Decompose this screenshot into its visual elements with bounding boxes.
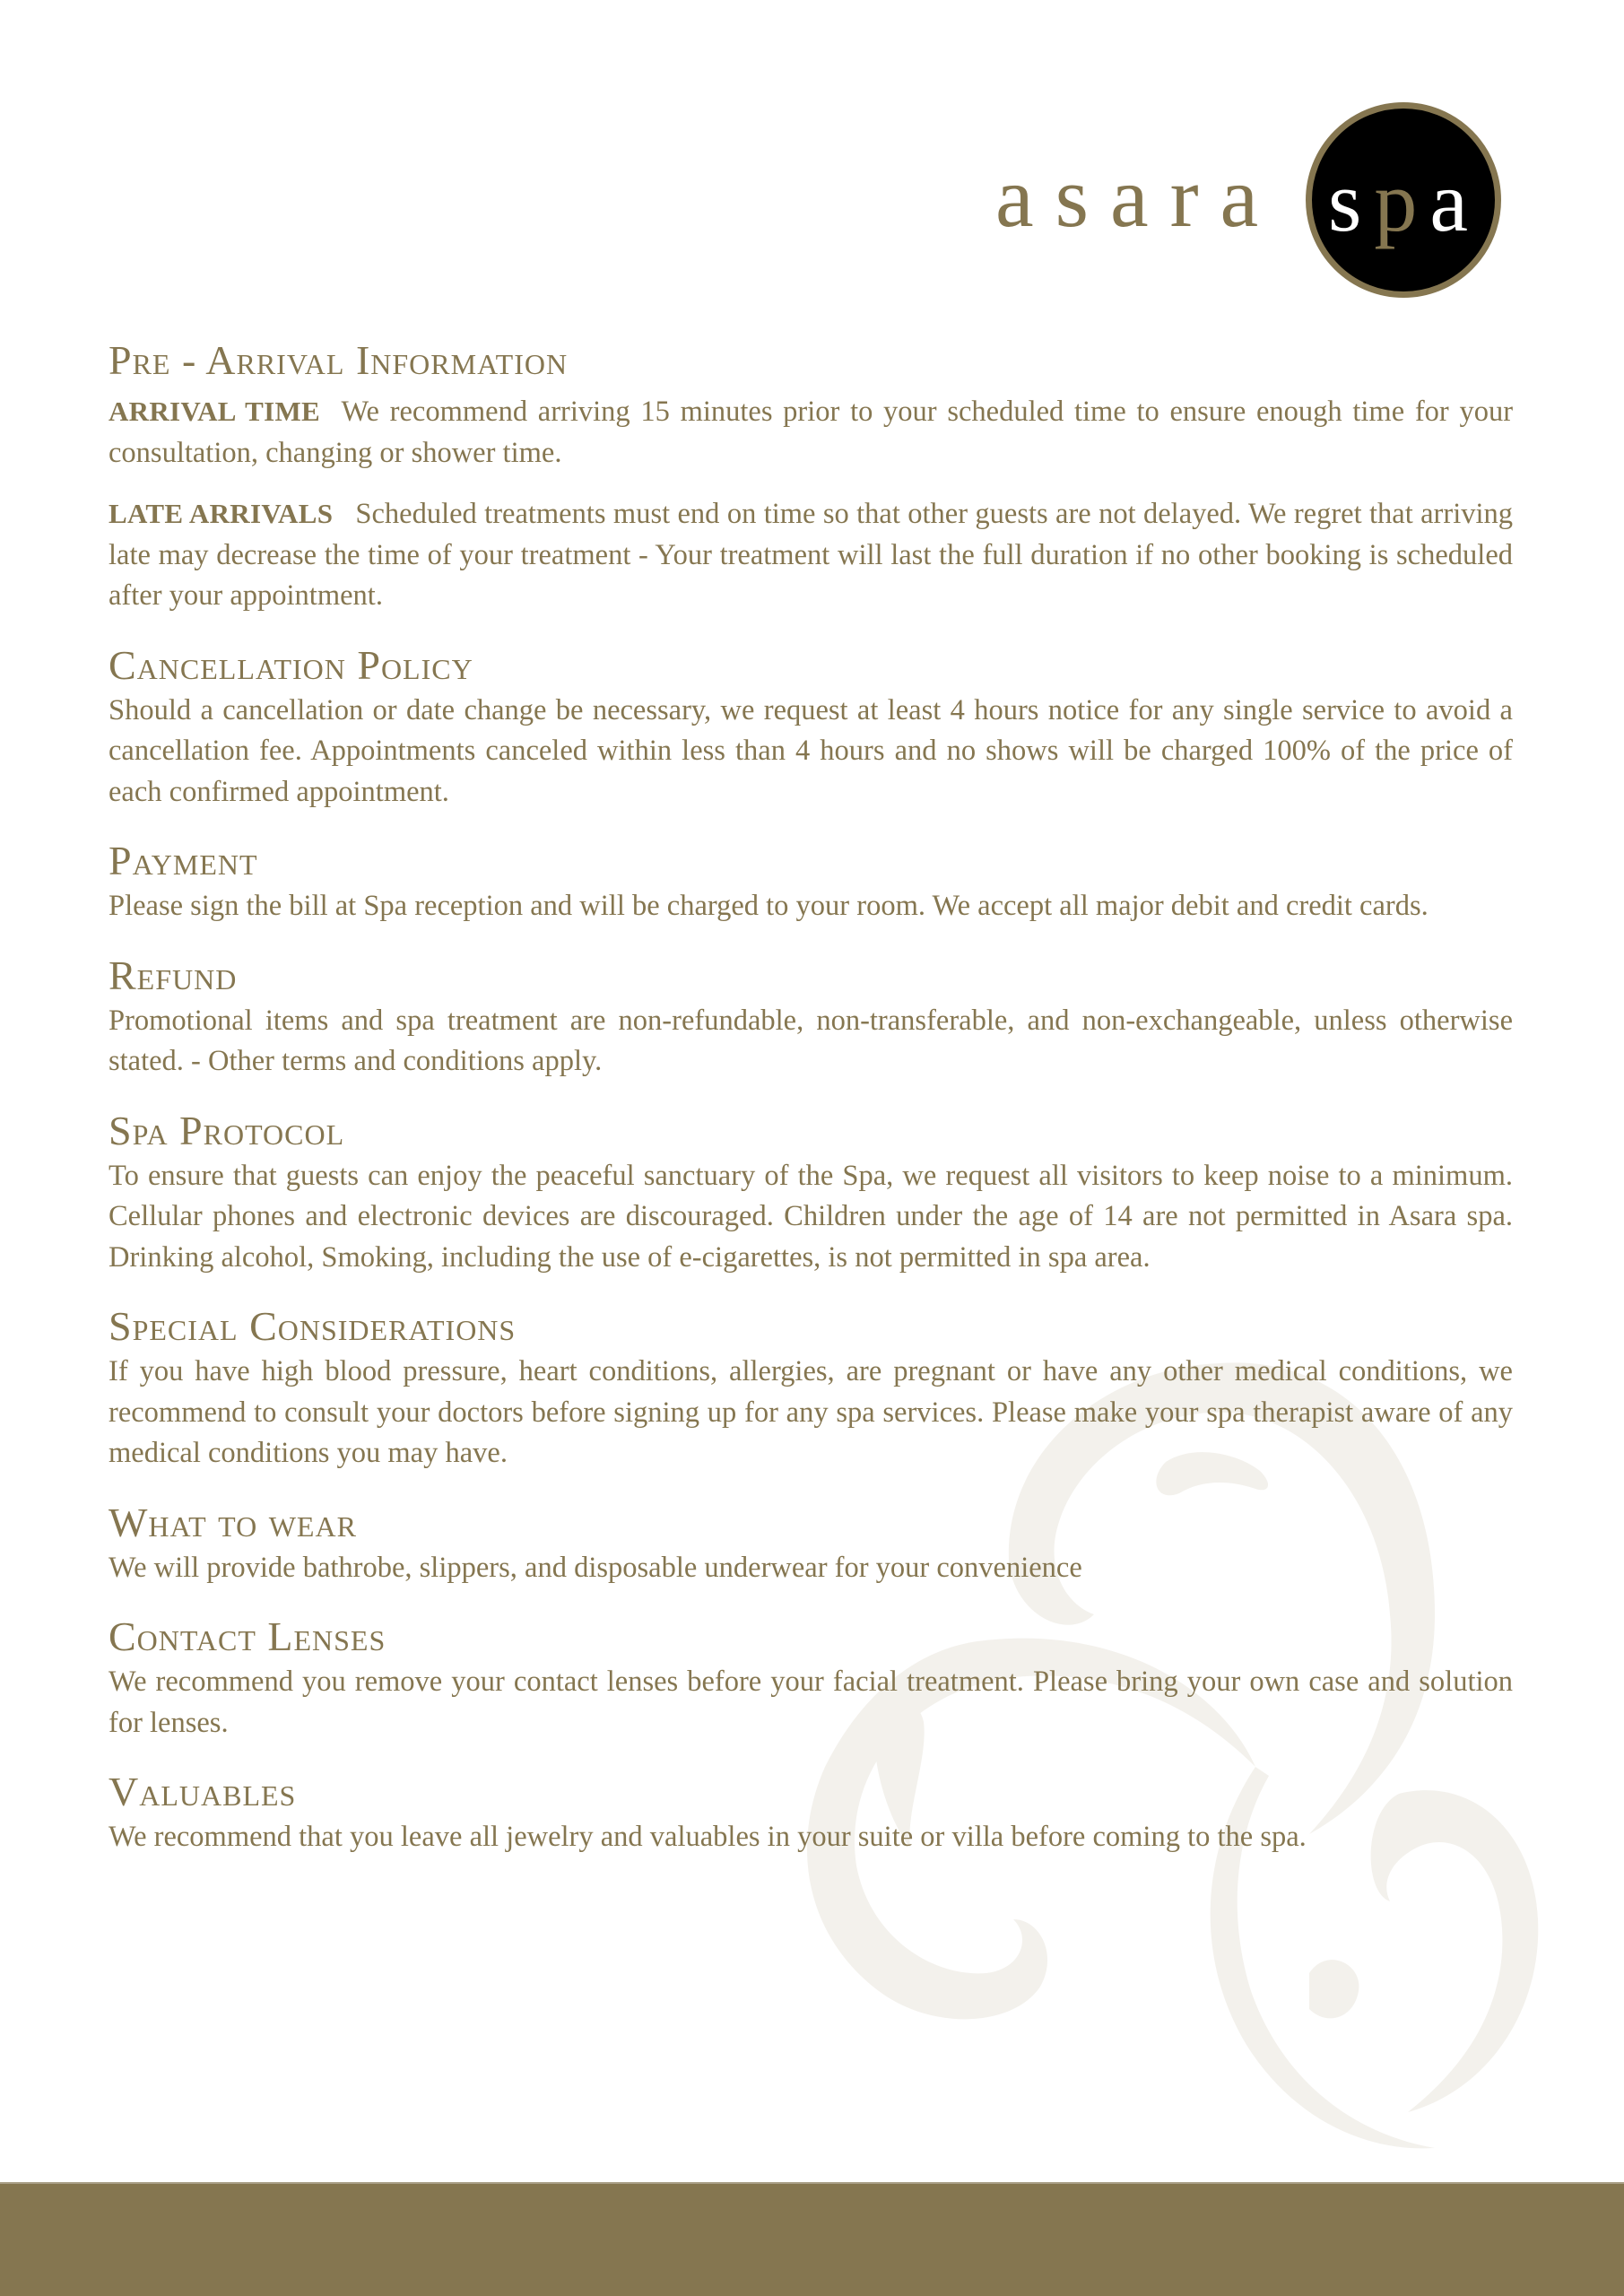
section-text: We will provide bathrobe, slippers, and disposable underwear for your convenience: [109, 1551, 1082, 1584]
section-title: Contact Lenses: [109, 1613, 386, 1659]
logo-wordmark: asara: [995, 149, 1281, 245]
arrival-time-paragraph: [109, 391, 1513, 474]
section-text: We recommend you remove your contact lenses before your facial treatment. Please bring your own case and solution for lenses.: [109, 1665, 1513, 1739]
late-arrivals-paragraph: [109, 493, 1513, 617]
paragraph-lead: ARRIVAL TIME: [109, 396, 321, 427]
section-valuables: [109, 1767, 1513, 1858]
section-text: We recommend that you leave all jewelry and valuables in your suite or villa before coming to the spa.: [109, 1821, 1307, 1853]
section-pre-arrival: [109, 335, 1513, 617]
section-text: If you have high blood pressure, heart conditions, allergies, are pregnant or have any other medical conditions, we recommend to consult your doctors before signing up for any spa services. Please make your spa therapist aware of any medical conditions you may have.: [109, 1355, 1513, 1469]
section-contact-lenses: [109, 1612, 1513, 1744]
section-title: What to wear: [109, 1499, 357, 1545]
paragraph-text: Scheduled treatments must end on time so that other guests are not delayed. We regret that arriving late may decrease the time of your treatment - Your treatment will last the full duration if no other booking is scheduled after your appointment.: [109, 498, 1514, 612]
policy-content: [109, 335, 1513, 1882]
section-title: Valuables: [109, 1769, 297, 1814]
section-title: Refund: [109, 952, 238, 998]
section-text: Please sign the bill at Spa reception and will be charged to your room. We accept all major debit and credit cards.: [109, 890, 1429, 922]
logo-letter-a: a: [1429, 153, 1481, 249]
section-cancellation-policy: [109, 640, 1513, 813]
section-refund: [109, 951, 1513, 1083]
section-what-to-wear: [109, 1498, 1513, 1589]
section-payment: [109, 836, 1513, 927]
logo-letter-s: s: [1328, 153, 1375, 249]
section-title: Cancellation Policy: [109, 641, 473, 688]
section-text: Promotional items and spa treatment are non-refundable, non-transferable, and non-exchangeable, unless otherwise stated. - Other terms and conditions apply.: [109, 1004, 1513, 1077]
section-spa-protocol: [109, 1106, 1513, 1279]
paragraph-text: We recommend arriving 15 minutes prior to your scheduled time to ensure enough time for your consultation, changing or shower time.: [109, 396, 1514, 469]
section-text: Should a cancellation or date change be necessary, we request at least 4 hours notice for any single service to avoid a cancellation fee. Appointments canceled within less than 4 hours and no shows will be charged 100% of the price of each confirmed appointment.: [109, 693, 1513, 808]
logo-spa-text: [1328, 153, 1481, 249]
paragraph-lead: LATE ARRIVALS: [109, 498, 334, 529]
footer-band: [0, 2182, 1624, 2296]
logo-circle-emblem: [1306, 102, 1501, 298]
asara-spa-logo: [995, 100, 1515, 312]
section-title: Pre - Arrival Information: [109, 337, 569, 383]
section-title: Spa Protocol: [109, 1107, 345, 1153]
section-special-considerations: [109, 1301, 1513, 1474]
section-text: To ensure that guests can enjoy the peaceful sanctuary of the Spa, we request all visitors to keep noise to a minimum. Cellular phones and electronic devices are discouraged. Children under the age of 14 are not permitted in Asara spa. Drinking alcohol, Smoking, including the use of e-cigarettes, is not permitted in spa area.: [109, 1159, 1513, 1274]
section-title: Special Considerations: [109, 1303, 517, 1349]
section-title: Payment: [109, 838, 258, 883]
logo-letter-p: p: [1374, 153, 1430, 249]
